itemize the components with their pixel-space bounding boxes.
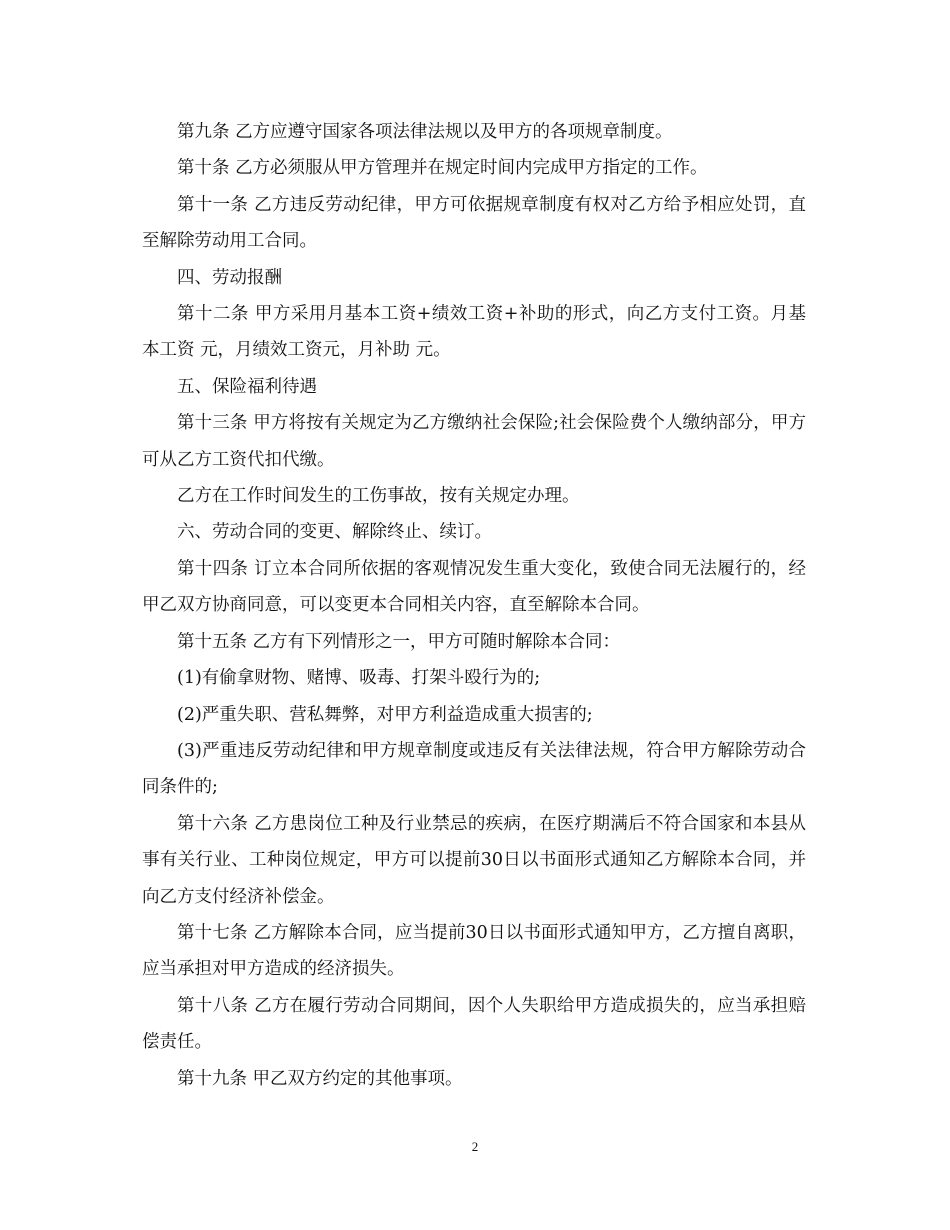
article-14-paragraph: 第十四条 订立本合同所依据的客观情况发生重大变化，致使合同无法履行的，经甲乙双方协商同意，可以变更本合同相关内容，直至解除本合同。 xyxy=(142,558,806,616)
article-12-paragraph: 第十二条 甲方采用月基本工资+绩效工资+补助的形式，向乙方支付工资。月基本工资 元，月绩效工资元，月补助 元。 xyxy=(142,304,806,361)
section-6-heading: 六、劳动合同的变更、解除终止、续订。 xyxy=(177,522,492,543)
page-number: 2 xyxy=(471,1139,479,1154)
article-9-paragraph: 第九条 乙方应遵守国家各项法律法规以及甲方的各项规章制度。 xyxy=(177,122,673,142)
article-16-paragraph: 第十六条 乙方患岗位工种及行业禁忌的疾病，在医疗期满后不符合国家和本县从事有关行业、工种岗位规定，甲方可以提前30日以书面形式通知乙方解除本合同，并向乙方支付经济补偿金。 xyxy=(142,813,806,907)
work-injury-paragraph: 乙方在工作时间发生的工伤事故，按有关规定办理。 xyxy=(177,486,580,507)
article-11-paragraph: 第十一条 乙方违反劳动纪律，甲方可依据规章制度有权对乙方给予相应处罚，直至解除劳动用工合同。 xyxy=(142,194,806,252)
article-15-item-3: (3)严重违反劳动纪律和甲方规章制度或违反有关法律法规，符合甲方解除劳动合同条件的; xyxy=(142,740,806,798)
article-17-paragraph: 第十七条 乙方解除本合同，应当提前30日以书面形式通知甲方，乙方擅自离职，应当承担对甲方造成的经济损失。 xyxy=(142,922,806,980)
section-4-heading: 四、劳动报酬 xyxy=(177,267,282,288)
article-15-item-1: (1)有偷拿财物、赌博、吸毒、打架斗殴行为的; xyxy=(177,668,541,689)
article-13-paragraph: 第十三条 甲方将按有关规定为乙方缴纳社会保险;社会保险费个人缴纳部分，甲方可从乙方工资代扣代缴。 xyxy=(142,413,806,470)
article-19-paragraph: 第十九条 甲乙双方约定的其他事项。 xyxy=(177,1068,463,1089)
article-10-paragraph: 第十条 乙方必须服从甲方管理并在规定时间内完成甲方指定的工作。 xyxy=(177,158,708,179)
article-15-item-2: (2)严重失职、营私舞弊，对甲方利益造成重大损害的; xyxy=(177,704,593,725)
section-5-heading: 五、保险福利待遇 xyxy=(177,376,317,397)
document-body xyxy=(142,114,806,1097)
article-18-paragraph: 第十八条 乙方在履行劳动合同期间，因个人失职给甲方造成损失的，应当承担赔偿责任。 xyxy=(142,995,806,1053)
article-15-paragraph: 第十五条 乙方有下列情形之一，甲方可随时解除本合同： xyxy=(177,631,621,652)
